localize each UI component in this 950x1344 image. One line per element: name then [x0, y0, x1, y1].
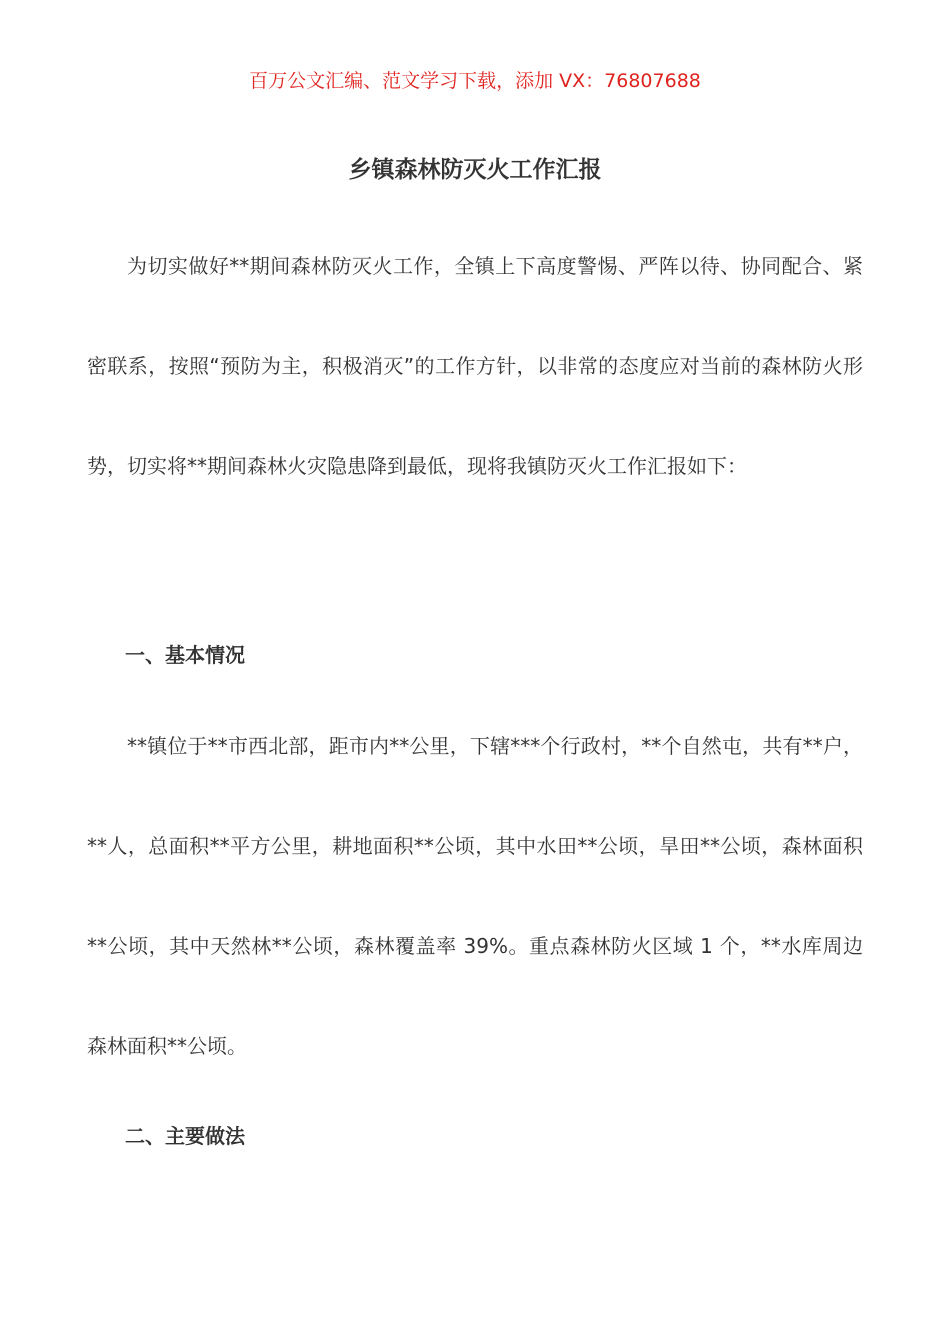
section-heading-basic-situation: 一、基本情况 — [125, 643, 245, 667]
basic-situation-paragraph: **镇位于**市西北部，距市内**公里，下辖***个行政村，**个自然屯，共有**户，**人，总面积**平方公里，耕地面积**公顷，其中水田**公顷，旱田**公顷，森林面积**公顷，其中天然林**公顷，森林覆盖率 39%。重点森林防火区域 1 个，**水库周边森林面积**公顷。 — [87, 734, 863, 1058]
document-title: 乡镇森林防灭火工作汇报 — [348, 157, 602, 183]
promo-banner: 百万公文汇编、范文学习下载，添加 VX：76807688 — [249, 70, 701, 92]
section-heading-main-practices: 二、主要做法 — [125, 1124, 245, 1148]
intro-paragraph: 为切实做好**期间森林防灭火工作，全镇上下高度警惕、严阵以待、协同配合、紧密联系，按照“预防为主，积极消灭”的工作方针，以非常的态度应对当前的森林防火形势，切实将**期间森林火灾隐患降到最低，现将我镇防灭火工作汇报如下： — [87, 254, 863, 478]
